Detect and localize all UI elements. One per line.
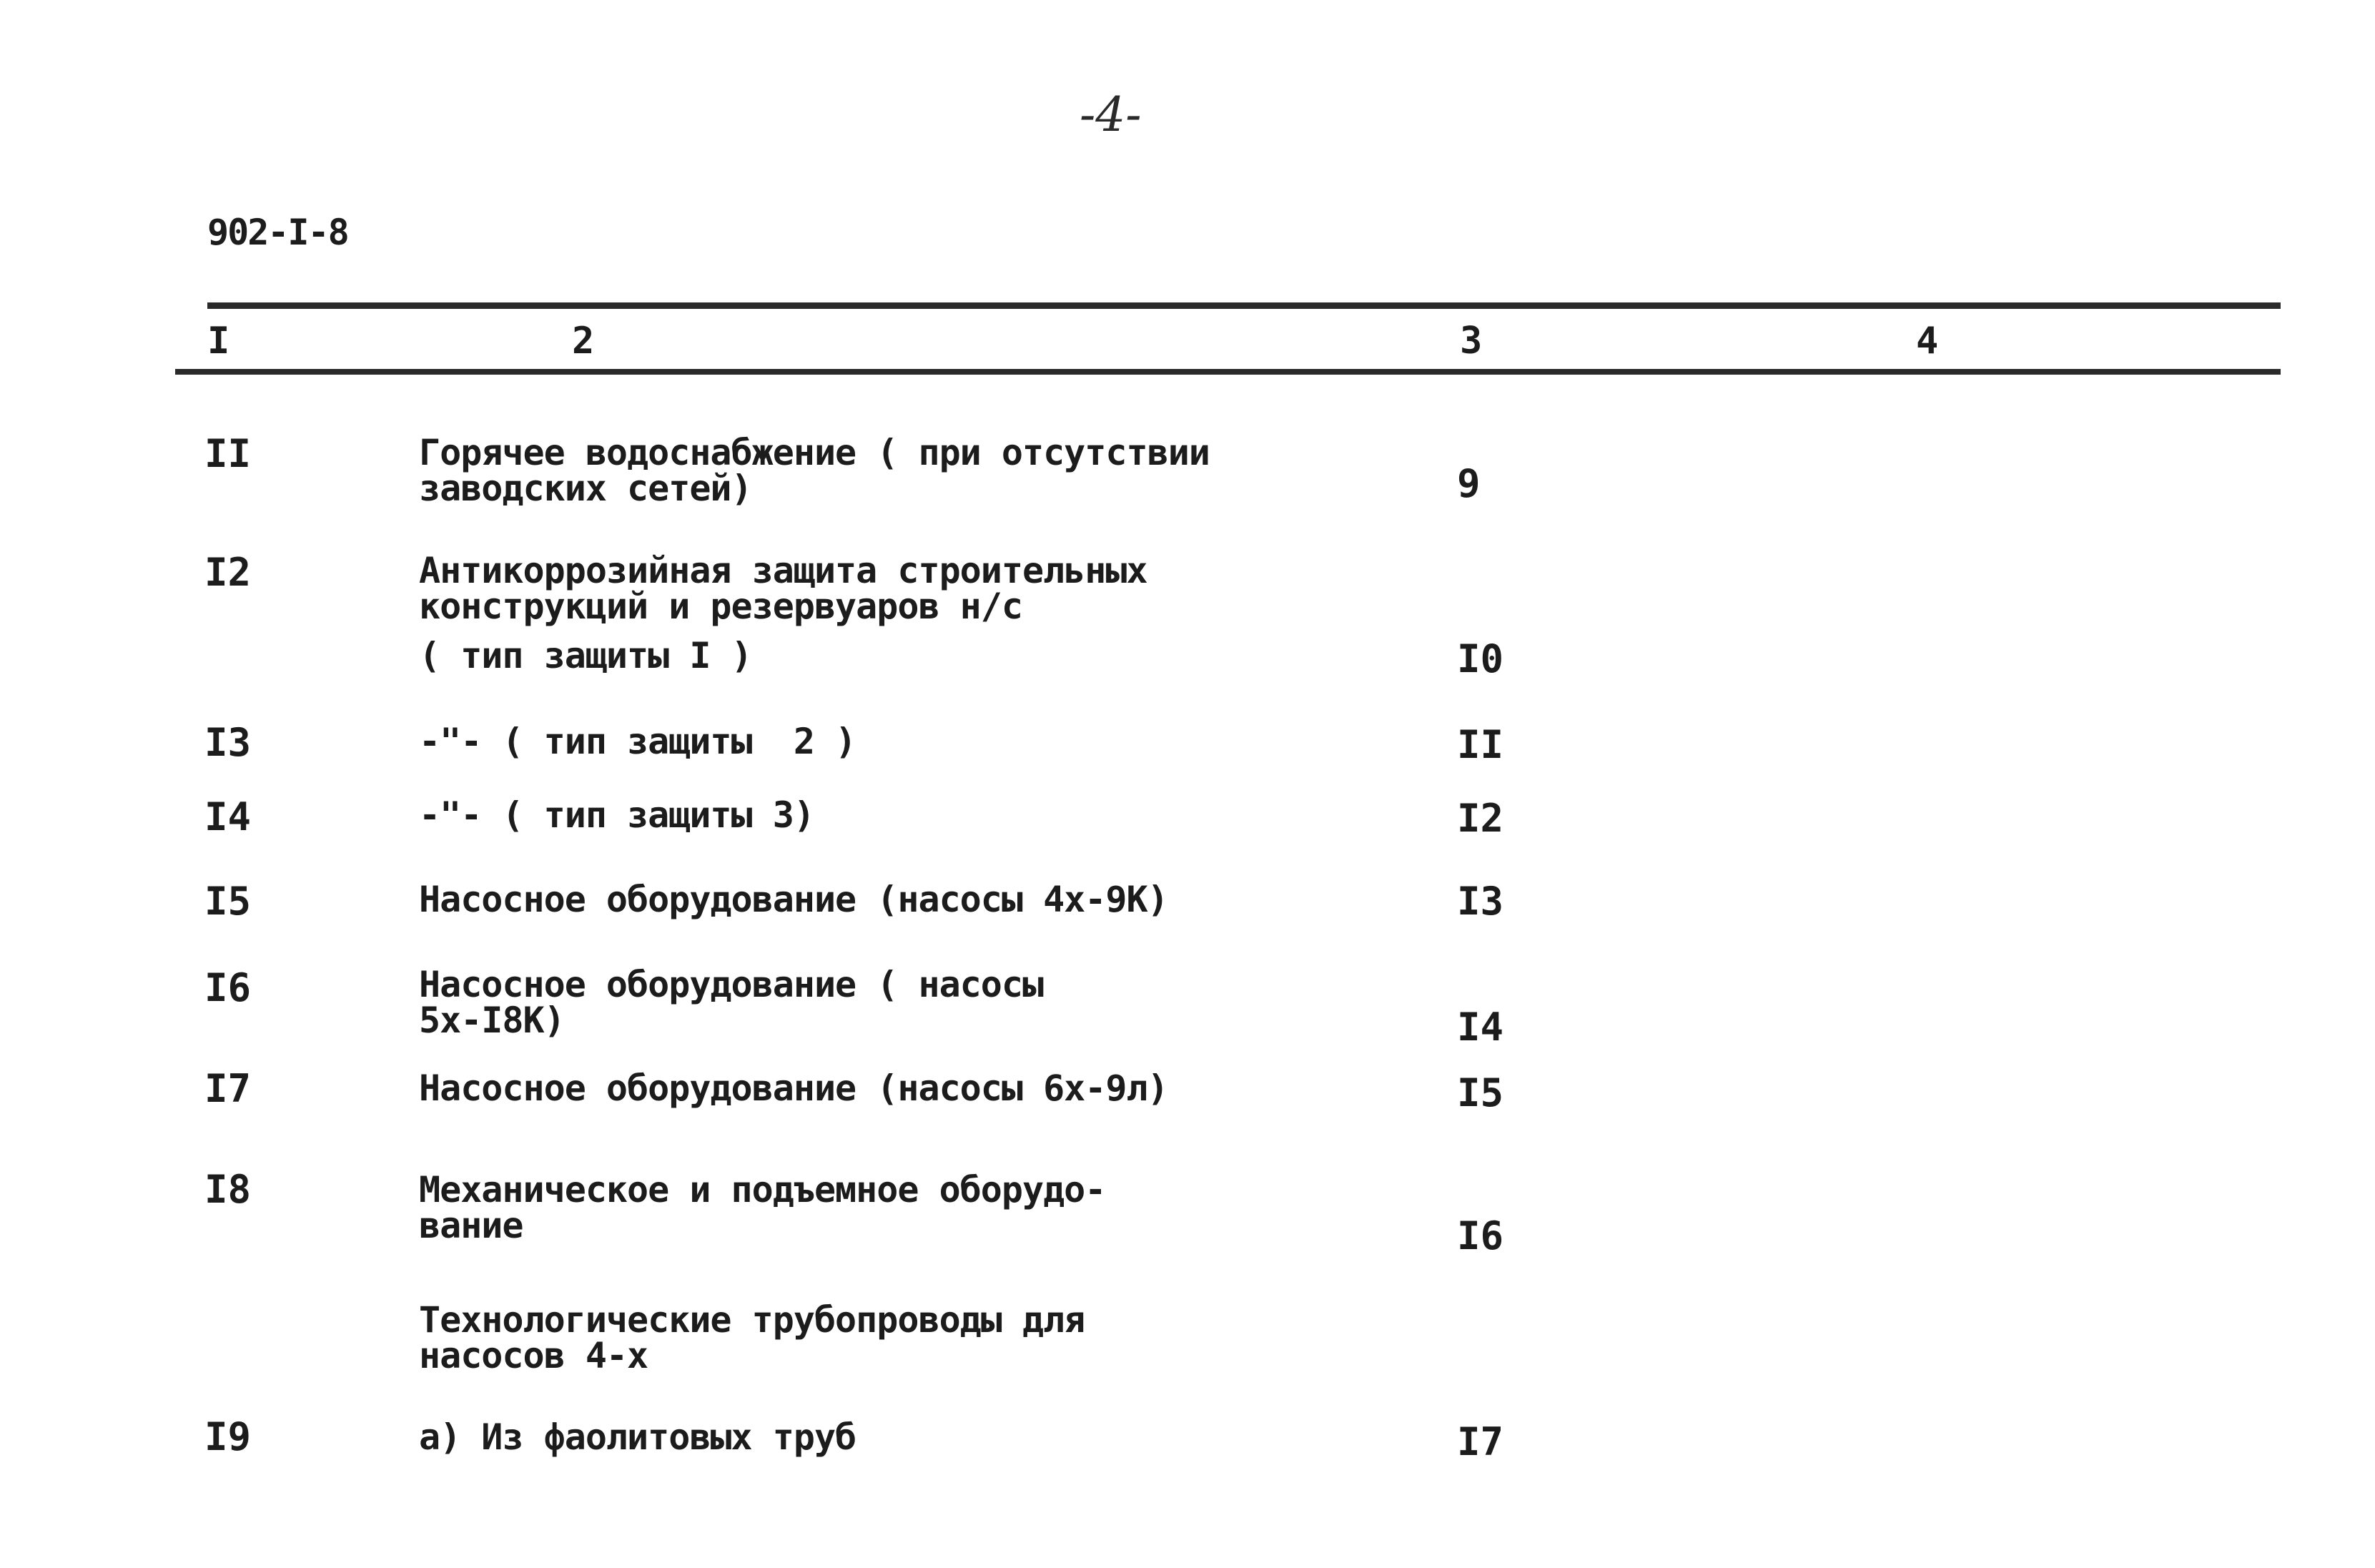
row-description: Насосное оборудование (насосы 4х-9К)	[419, 879, 1168, 920]
column-header-2: 2	[572, 320, 595, 363]
row-page: I7	[1457, 1419, 1504, 1464]
row-description: Антикоррозийная защита строительных конструкций и резервуаров н/с	[419, 550, 1147, 627]
row-page: I4	[1457, 1005, 1504, 1050]
row-description: Горячее водоснабжение ( при отсутствии заводских сетей)	[419, 432, 1210, 509]
row-number: I6	[204, 965, 252, 1010]
row-description: -"- ( тип защиты 3)	[419, 794, 814, 836]
row-number: I9	[204, 1414, 252, 1459]
row-number: I8	[204, 1167, 252, 1212]
page-number: -4-	[1080, 87, 1142, 142]
row-description: ( тип защиты I )	[419, 635, 752, 676]
row-page: I2	[1457, 796, 1504, 841]
column-header-3: 3	[1460, 320, 1483, 363]
row-page: I5	[1457, 1070, 1504, 1115]
row-description: Насосное оборудование (насосы 6х-9л)	[419, 1067, 1168, 1109]
row-number: I2	[204, 550, 252, 595]
table-header-rule	[175, 369, 2281, 375]
row-page: I0	[1457, 636, 1504, 681]
column-header-1: I	[207, 320, 230, 363]
row-page: I6	[1457, 1213, 1504, 1258]
row-page: II	[1457, 722, 1504, 767]
row-page: I3	[1457, 879, 1504, 924]
row-description: -"- ( тип защиты 2 )	[419, 721, 856, 762]
row-number: I3	[204, 720, 252, 765]
document-code: 902-I-8	[207, 212, 348, 253]
column-header-4: 4	[1916, 320, 1939, 363]
row-number: I4	[204, 794, 252, 839]
row-description: а) Из фаолитовых труб	[419, 1416, 856, 1458]
row-description: Технологические трубопроводы для насосов 4-х	[419, 1299, 1085, 1376]
row-number: I7	[204, 1066, 252, 1111]
table-top-rule	[207, 302, 2281, 309]
row-number: II	[204, 431, 252, 476]
row-page: 9	[1457, 461, 1481, 506]
row-description: Механическое и подъемное оборудо- вание	[419, 1169, 1106, 1246]
row-number: I5	[204, 879, 252, 924]
row-description: Насосное оборудование ( насосы 5х-I8К)	[419, 964, 1044, 1041]
